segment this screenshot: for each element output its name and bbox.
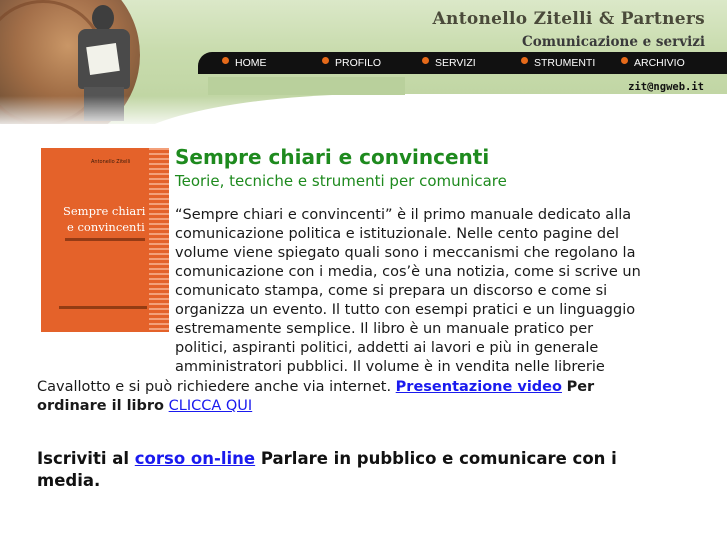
- book-title-line1: Sempre chiari: [63, 204, 146, 218]
- main-navigation: [198, 52, 727, 74]
- promo-suffix: Parlare in pubblico e comunicare con i media.: [37, 449, 617, 490]
- bullet-icon: [521, 57, 528, 64]
- body-line: comunicazione politica e istituzionale. Nelle cento pagine del: [175, 226, 620, 242]
- nav-servizi[interactable]: [422, 52, 476, 74]
- nav-archivio[interactable]: [621, 52, 685, 74]
- order-text-part1: Per: [566, 379, 595, 395]
- book-publisher-mark: [59, 306, 147, 309]
- body-line: volume viene spiegato quali sono i meccanismi che regolano la: [175, 245, 636, 261]
- book-cover-image: [41, 148, 169, 332]
- page-subtitle: Teorie, tecniche e strumenti per comunicare: [175, 172, 507, 190]
- nav-profilo[interactable]: [322, 52, 381, 74]
- nav-home[interactable]: [222, 52, 267, 74]
- contact-email[interactable]: zit@ngweb.it: [628, 81, 704, 93]
- bullet-icon: [621, 57, 628, 64]
- body-line: estremamente semplice. Il libro è un manuale pratico per: [175, 321, 594, 337]
- nav-home-label: HOME: [235, 57, 267, 69]
- body-line: amministratori pubblici. Il volume è in vendita nelle librerie: [175, 359, 605, 375]
- online-course-link[interactable]: corso on-line: [134, 449, 256, 468]
- cover-stripes: [149, 148, 169, 332]
- company-name: Antonello Zitelli & Partners: [432, 9, 705, 29]
- bullet-icon: [222, 57, 229, 64]
- course-promo: [37, 448, 637, 492]
- header: [0, 0, 727, 124]
- body-line: organizza un evento. Il tutto con esempi pratici e un linguaggio: [175, 302, 636, 318]
- nav-strumenti-label: STRUMENTI: [534, 57, 596, 69]
- book-title-line2: e convincenti: [67, 220, 145, 234]
- body-line: comunicato stampa, come si prepara un discorso e come si: [175, 283, 608, 299]
- nav-servizi-label: SERVIZI: [435, 57, 476, 69]
- page-title: Sempre chiari e convincenti: [175, 145, 490, 169]
- presentation-video-link[interactable]: Presentazione video: [395, 379, 562, 395]
- book-author: Antonello Zitelli: [91, 159, 131, 165]
- bullet-icon: [322, 57, 329, 64]
- body-line: comunicazione con i media, cos’è una notizia, come si scrive un: [175, 264, 641, 280]
- body-line-text: Cavallotto e si può richiedere anche via internet.: [37, 379, 392, 395]
- order-link[interactable]: CLICCA QUI: [168, 398, 253, 414]
- nav-profilo-label: PROFILO: [335, 57, 382, 69]
- nav-archivio-label: ARCHIVIO: [634, 57, 685, 69]
- newspaper-graphic: [86, 43, 120, 75]
- body-line-last: [37, 378, 594, 397]
- header-fade: [0, 96, 404, 124]
- nav-strumenti[interactable]: [521, 52, 595, 74]
- order-text-part2: ordinare il libro: [37, 398, 165, 414]
- body-line: politici, aspiranti politici, addetti ai lavori e più in generale: [175, 340, 599, 356]
- book-subtitle-mark: [65, 238, 145, 241]
- body-line: “Sempre chiari e convincenti” è il primo manuale dedicato alla: [175, 207, 632, 223]
- promo-prefix: Iscriviti al: [37, 449, 130, 468]
- title-area: [433, 9, 705, 50]
- company-tagline: Comunicazione e servizi: [521, 34, 705, 50]
- order-line: [37, 397, 252, 416]
- header-accent-bar: [208, 77, 405, 95]
- bullet-icon: [422, 57, 429, 64]
- figure-head: [92, 5, 114, 31]
